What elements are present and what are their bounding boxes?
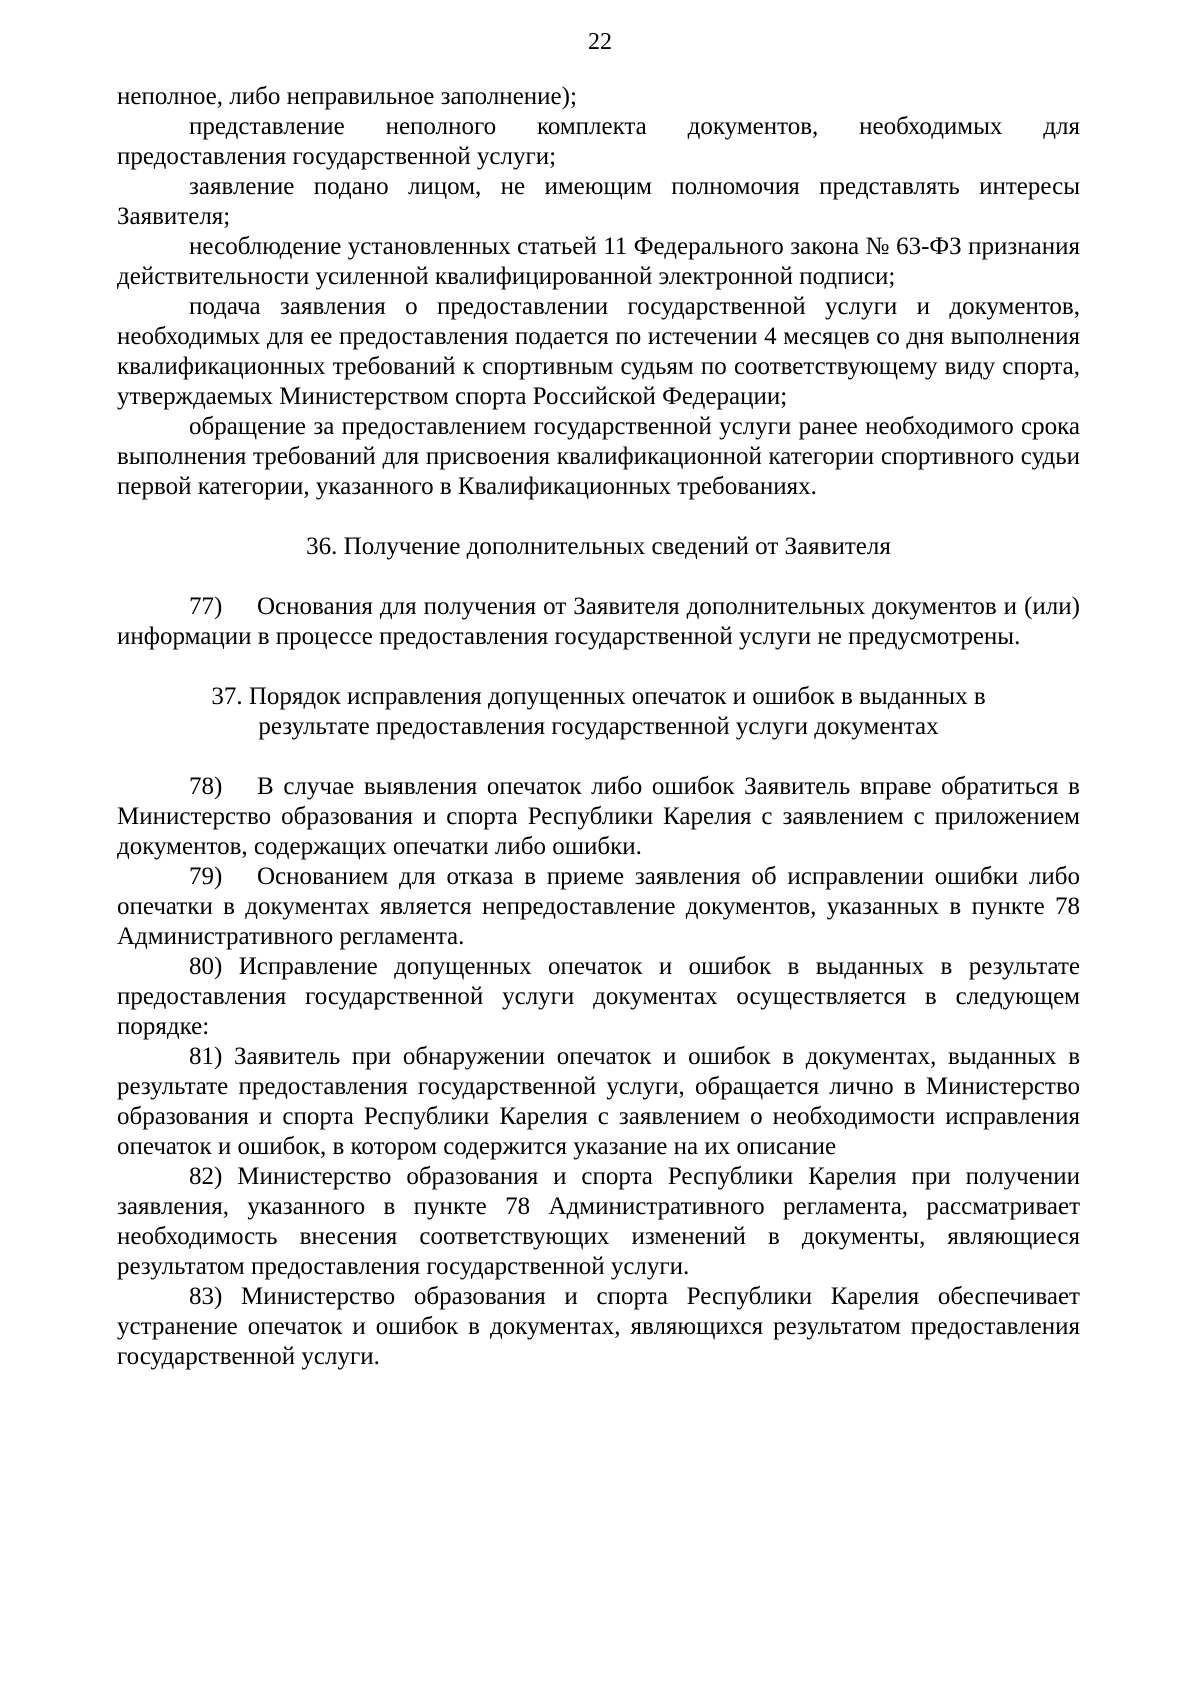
- item-number: 78): [189, 773, 223, 800]
- paragraph-text: Основания для получения от Заявителя дополнительных документов и (или) информации в процессе предоставления государственной услуги не предусмотрены.: [117, 593, 1080, 650]
- paragraph-3: [117, 232, 1080, 292]
- paragraph-text: В случае выявления опечаток либо ошибок Заявитель вправе обратиться в Министерство образования и спорта Республики Карелия с заявлением с приложением документов, содержащих опечатки либо ошибки.: [117, 773, 1080, 860]
- paragraph-text: 80) Исправление допущенных опечаток и ошибок в выданных в результате предоставления государственной услуги документах осуществляется в следующем порядке:: [117, 953, 1080, 1040]
- paragraph-text: подача заявления о предоставлении государственной услуги и документов, необходимых для ее предоставления подается по истечении 4 месяцев со дня выполнения квалификационных требований к спортивным судьям по соответствующему виду спорта, утверждаемых Министерством спорта Российской Федерации;: [117, 293, 1080, 410]
- paragraph-text: представление неполного комплекта документов, необходимых для предоставления государственной услуги;: [117, 113, 1080, 170]
- paragraph-80: [117, 952, 1080, 1042]
- paragraph-0: [117, 82, 1080, 112]
- paragraph-text: 83) Министерство образования и спорта Республики Карелия обеспечивает устранение опечаток и ошибок в документах, являющихся результатом предоставления государственной услуги.: [117, 1283, 1080, 1370]
- paragraph-1: [117, 112, 1080, 172]
- paragraph-81: [117, 1042, 1080, 1162]
- paragraph-4: [117, 292, 1080, 412]
- document-body: [117, 82, 1080, 1372]
- paragraph-text: неполное, либо неправильное заполнение);: [117, 83, 577, 110]
- paragraph-2: [117, 172, 1080, 232]
- paragraph-text: обращение за предоставлением государственной услуги ранее необходимого срока выполнения требований для присвоения квалификационной категории спортивного судьи первой категории, указанного в Квалификационных требованиях.: [117, 413, 1080, 500]
- paragraph-83: [117, 1282, 1080, 1372]
- paragraph-78: [117, 772, 1080, 862]
- paragraph-text: Основанием для отказа в приеме заявления об исправлении ошибки либо опечатки в документах является непредоставление документов, указанных в пункте 78 Административного регламента.: [117, 863, 1080, 950]
- paragraph-82: [117, 1162, 1080, 1282]
- paragraph-text: несоблюдение установленных статьей 11 Федерального закона № 63-ФЗ признания действительности усиленной квалифицированной электронной подписи;: [117, 233, 1080, 290]
- paragraph-text: 82) Министерство образования и спорта Республики Карелия при получении заявления, указанного в пункте 78 Административного регламента, рассматривает необходимость внесения соответствующих изменений в документы, являющиеся результатом предоставления государственной услуги.: [117, 1163, 1080, 1280]
- page-number: 22: [588, 29, 612, 55]
- paragraph-77: [117, 592, 1080, 652]
- section-heading-36: 36. Получение дополнительных сведений от Заявителя: [306, 533, 891, 560]
- section-heading-37: 37. Порядок исправления допущенных опечаток и ошибок в выданных в результате предоставления государственной услуги документах: [211, 683, 986, 740]
- paragraph-text: заявление подано лицом, не имеющим полномочия представлять интересы Заявителя;: [117, 173, 1080, 230]
- item-number: 77): [189, 593, 223, 620]
- paragraph-5: [117, 412, 1080, 502]
- paragraph-79: [117, 862, 1080, 952]
- item-number: 79): [189, 863, 223, 890]
- paragraph-text: 81) Заявитель при обнаружении опечаток и ошибок в документах, выданных в результате предоставления государственной услуги, обращается лично в Министерство образования и спорта Республики Карелия с заявлением о необходимости исправления опечаток и ошибок, в котором содержится указание на их описание: [117, 1043, 1080, 1160]
